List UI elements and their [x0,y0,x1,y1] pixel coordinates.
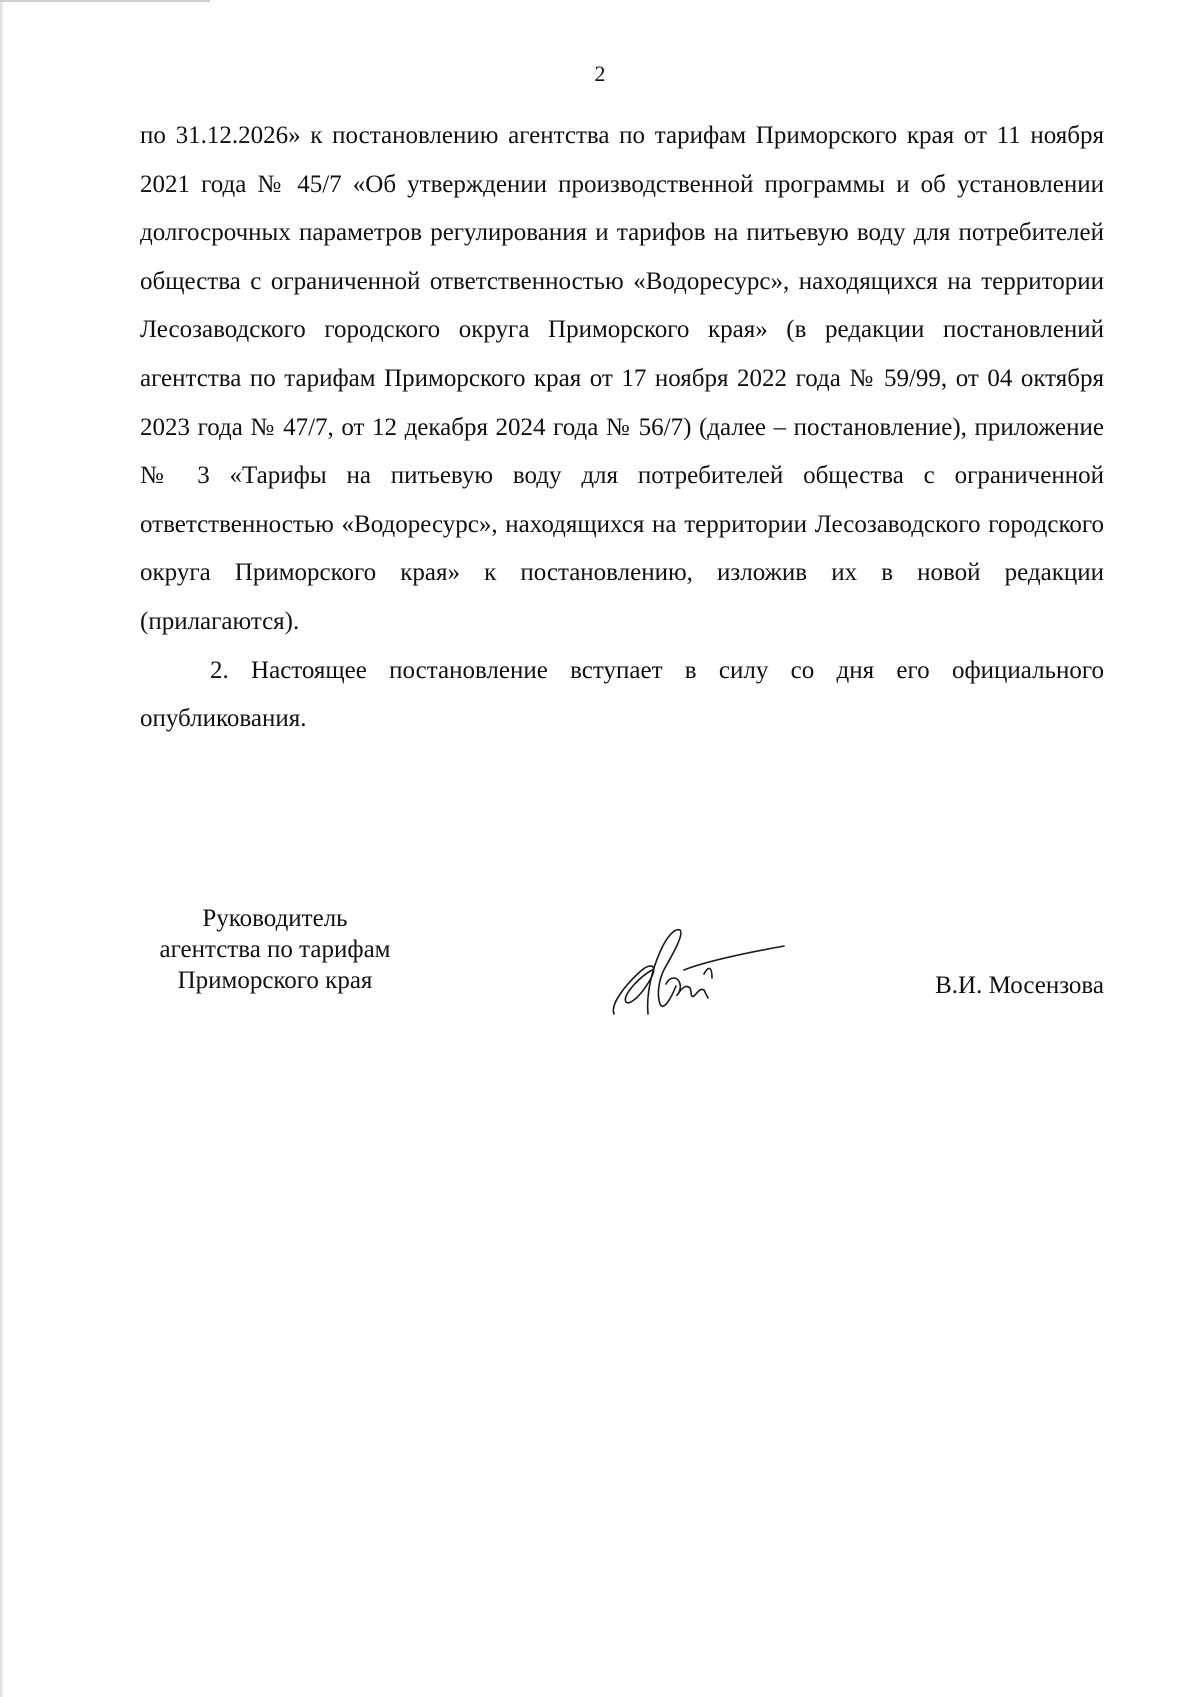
signer-name: В.И. Мосензова [935,972,1104,999]
scan-edge [0,0,4,1697]
handwritten-signature [608,922,788,1022]
document-body [140,112,1104,744]
signatory-title [130,903,420,996]
paragraph-continuation: по 31.12.2026» к постановлению агентства по тарифам Приморского края от 11 ноября 2021 года № 45/7 «Об утверждении производственной программы и об установлении долгосрочных параметров регулирования и тарифов на питьевую воду для потребителей общества с ограниченной ответственностью «Водоресурс», находящихся на территории Лесозаводского городского округа Приморского края» (в редакции постановлений агентства по тарифам Приморского края от 17 ноября 2022 года № 59/99, от 04 октября 2023 года № 47/7, от 12 декабря 2024 года № 56/7) (далее – постановление), приложение № 3 «Тарифы на питьевую воду для потребителей общества с ограниченной ответственностью «Водоресурс», находящихся на территории Лесозаводского городского округа Приморского края» к постановлению, изложив их в новой редакции (прилагаются). [140,122,1104,635]
signatory-title-line-3: Приморского края [177,967,373,994]
scan-edge-top [0,0,210,2]
signatory-title-line-1: Руководитель [202,905,348,932]
signatory-title-line-2: агентства по тарифам [159,936,391,963]
page-number: 2 [594,61,606,86]
paragraph-effective-date: 2. Настоящее постановление вступает в силу со дня его официального опубликования. [140,656,1104,733]
